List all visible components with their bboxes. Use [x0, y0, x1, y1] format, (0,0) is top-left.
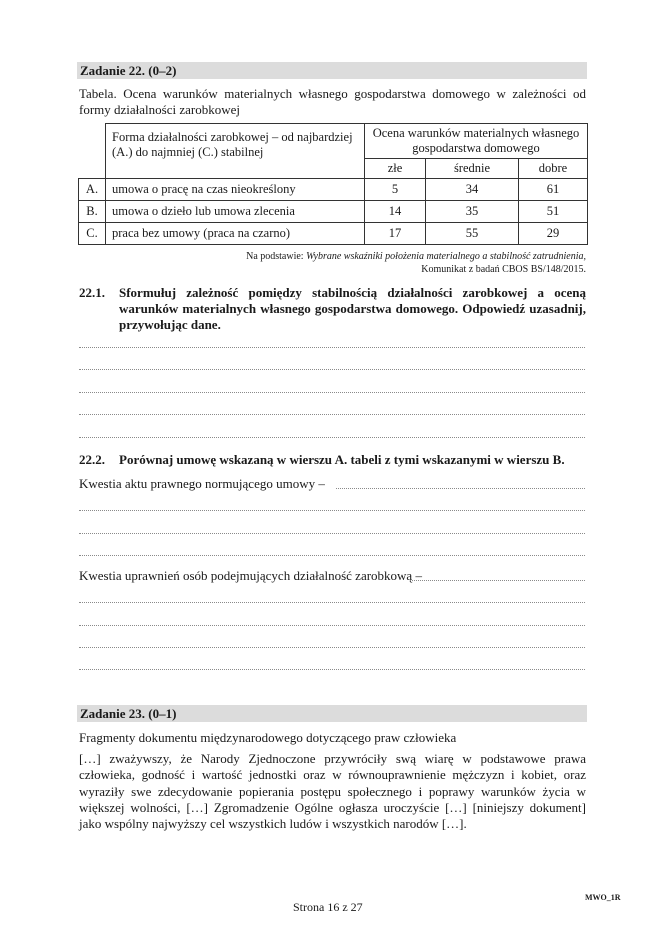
answer-line[interactable]	[79, 413, 585, 415]
cell-average: 34	[426, 179, 519, 201]
question-22-1	[79, 285, 586, 333]
page-number: Strona 16 z 27	[293, 900, 363, 914]
row-label: praca bez umowy (praca na czarno)	[106, 223, 365, 245]
cell-good: 61	[519, 179, 588, 201]
data-table	[78, 123, 588, 245]
answer-line[interactable]	[79, 532, 585, 534]
task-23-header: Zadanie 23. (0–1)	[77, 705, 587, 722]
exam-code: MWO_1R	[585, 893, 621, 902]
cell-bad: 5	[365, 179, 426, 201]
question-22-2	[79, 452, 586, 468]
row-letter: A.	[79, 179, 106, 201]
task-23-quote: […] zważywszy, że Narody Zjednoczone przywróciły swą wiarę w podstawowe prawa człowieka, godność i wartość jednostki oraz w równouprawnienie mężczyzn i kobiet, oraz wyraziły swe zdecydowanie popierania postępu społecznego i poprawy warunków życia w większej wolności, […] Zgromadzenie Ogólne ogłasza uroczyście […] [niniejszy dokument] jako wspólny najwyższy cel wszystkich ludów i wszystkich narodów […].	[79, 751, 586, 832]
table-row	[79, 201, 588, 223]
source-line2: Komunikat z badań CBOS BS/148/2015.	[421, 264, 586, 275]
answer-line[interactable]	[79, 391, 585, 393]
row-letter: C.	[79, 223, 106, 245]
table-header-form: Forma działalności zarobkowej – od najbardziej (A.) do najmniej (C.) stabilnej	[106, 124, 365, 179]
prompt-legal-act: Kwestia aktu prawnego normującego umowy –	[79, 476, 325, 491]
answer-line[interactable]	[79, 646, 585, 648]
cell-good: 29	[519, 223, 588, 245]
answer-line[interactable]	[79, 668, 585, 670]
table-row	[79, 179, 588, 201]
question-number: 22.2.	[79, 452, 105, 467]
cell-average: 35	[426, 201, 519, 223]
source-prefix: Na podstawie:	[246, 251, 307, 262]
row-label: umowa o dzieło lub umowa zlecenia	[106, 201, 365, 223]
cell-good: 51	[519, 201, 588, 223]
table-caption: Tabela. Ocena warunków materialnych własnego gospodarstwa domowego w zależności od formy działalności zarobkowej	[79, 86, 586, 117]
table-header-rating: Ocena warunków materialnych własnego gospodarstwa domowego	[365, 124, 588, 159]
table-subheader-bad: złe	[365, 159, 426, 179]
answer-line[interactable]	[79, 346, 585, 348]
answer-line[interactable]	[79, 436, 585, 438]
prompt-rights: Kwestia uprawnień osób podejmujących działalność zarobkową –	[79, 568, 422, 583]
task-22-header: Zadanie 22. (0–2)	[77, 62, 587, 79]
answer-line[interactable]	[336, 487, 585, 489]
question-number: 22.1.	[79, 285, 105, 300]
answer-line[interactable]	[79, 601, 585, 603]
table-row	[79, 223, 588, 245]
question-text: Sformułuj zależność pomiędzy stabilnością działalności zarobkowej a oceną warunków materialnych własnego gospodarstwa domowego. Odpowiedź uzasadnij, przywołując dane.	[119, 285, 586, 332]
question-text: Porównaj umowę wskazaną w wierszu A. tabeli z tymi wskazanymi w wierszu B.	[119, 452, 565, 467]
table-corner	[79, 124, 106, 179]
answer-line[interactable]	[79, 624, 585, 626]
answer-line[interactable]	[410, 579, 585, 581]
cell-bad: 14	[365, 201, 426, 223]
table-subheader-average: średnie	[426, 159, 519, 179]
row-label: umowa o pracę na czas nieokreślony	[106, 179, 365, 201]
answer-line[interactable]	[79, 554, 585, 556]
row-letter: B.	[79, 201, 106, 223]
cell-average: 55	[426, 223, 519, 245]
answer-line[interactable]	[79, 509, 585, 511]
task-23-intro: Fragmenty dokumentu międzynarodowego dotyczącego praw człowieka	[79, 730, 457, 745]
table-subheader-good: dobre	[519, 159, 588, 179]
cell-bad: 17	[365, 223, 426, 245]
source-title: Wybrane wskaźniki położenia materialnego a stabilność zatrudnienia,	[306, 251, 586, 262]
table-source	[246, 250, 586, 276]
answer-line[interactable]	[79, 368, 585, 370]
